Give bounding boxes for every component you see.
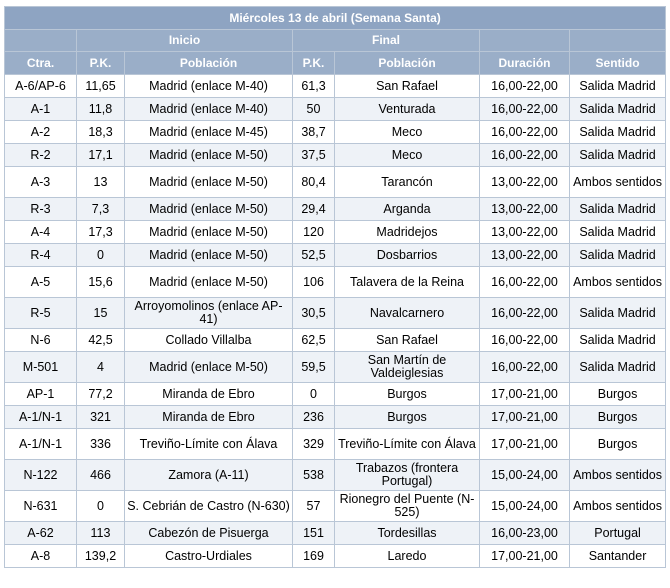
cell-pk-inicio: 77,2 — [77, 383, 125, 406]
col-ctra: Ctra. — [5, 52, 77, 75]
cell-poblacion-inicio: Madrid (enlace M-40) — [125, 98, 293, 121]
cell-poblacion-final: Treviño-Límite con Álava — [335, 429, 480, 460]
cell-ctra: A-1/N-1 — [5, 406, 77, 429]
cell-pk-final: 38,7 — [293, 121, 335, 144]
cell-ctra: A-5 — [5, 267, 77, 298]
cell-duracion: 16,00-22,00 — [480, 352, 570, 383]
cell-duracion: 16,00-22,00 — [480, 144, 570, 167]
cell-pk-final: 329 — [293, 429, 335, 460]
cell-pk-final: 236 — [293, 406, 335, 429]
cell-poblacion-final: Meco — [335, 144, 480, 167]
cell-poblacion-inicio: Madrid (enlace M-50) — [125, 198, 293, 221]
group-empty-duracion — [480, 30, 570, 52]
cell-pk-inicio: 17,3 — [77, 221, 125, 244]
cell-sentido: Burgos — [570, 406, 666, 429]
cell-duracion: 16,00-23,00 — [480, 522, 570, 545]
table-row — [5, 144, 666, 167]
cell-sentido: Portugal — [570, 522, 666, 545]
cell-poblacion-inicio: Madrid (enlace M-50) — [125, 267, 293, 298]
cell-sentido: Santander — [570, 545, 666, 568]
cell-poblacion-inicio: S. Cebrián de Castro (N-630) — [125, 491, 293, 522]
cell-ctra: R-2 — [5, 144, 77, 167]
table-row — [5, 545, 666, 568]
cell-pk-inicio: 17,1 — [77, 144, 125, 167]
cell-poblacion-final: Laredo — [335, 545, 480, 568]
cell-sentido: Salida Madrid — [570, 198, 666, 221]
cell-duracion: 13,00-22,00 — [480, 167, 570, 198]
cell-ctra: A-6/AP-6 — [5, 75, 77, 98]
cell-duracion: 13,00-22,00 — [480, 244, 570, 267]
table-row — [5, 329, 666, 352]
cell-poblacion-final: Madridejos — [335, 221, 480, 244]
cell-sentido: Ambos sentidos — [570, 460, 666, 491]
cell-poblacion-inicio: Madrid (enlace M-50) — [125, 352, 293, 383]
table-row — [5, 406, 666, 429]
cell-pk-final: 80,4 — [293, 167, 335, 198]
cell-ctra: A-1 — [5, 98, 77, 121]
cell-duracion: 16,00-22,00 — [480, 298, 570, 329]
col-pk-inicio: P.K. — [77, 52, 125, 75]
cell-duracion: 13,00-22,00 — [480, 198, 570, 221]
cell-sentido: Salida Madrid — [570, 329, 666, 352]
cell-pk-final: 0 — [293, 383, 335, 406]
cell-poblacion-inicio: Cabezón de Pisuerga — [125, 522, 293, 545]
cell-ctra: R-3 — [5, 198, 77, 221]
cell-pk-inicio: 0 — [77, 244, 125, 267]
cell-poblacion-final: Tarancón — [335, 167, 480, 198]
cell-ctra: AP-1 — [5, 383, 77, 406]
cell-pk-final: 37,5 — [293, 144, 335, 167]
cell-poblacion-final: Rionegro del Puente (N-525) — [335, 491, 480, 522]
restrictions-table — [4, 6, 666, 568]
cell-pk-final: 62,5 — [293, 329, 335, 352]
cell-duracion: 17,00-21,00 — [480, 383, 570, 406]
cell-poblacion-inicio: Castro-Urdiales — [125, 545, 293, 568]
table-row — [5, 198, 666, 221]
cell-duracion: 16,00-22,00 — [480, 267, 570, 298]
cell-pk-inicio: 18,3 — [77, 121, 125, 144]
cell-sentido: Salida Madrid — [570, 244, 666, 267]
cell-poblacion-inicio: Miranda de Ebro — [125, 406, 293, 429]
cell-poblacion-final: Trabazos (frontera Portugal) — [335, 460, 480, 491]
cell-sentido: Burgos — [570, 383, 666, 406]
table-body — [5, 75, 666, 568]
cell-poblacion-inicio: Madrid (enlace M-50) — [125, 244, 293, 267]
cell-pk-final: 50 — [293, 98, 335, 121]
cell-poblacion-final: Meco — [335, 121, 480, 144]
cell-sentido: Ambos sentidos — [570, 491, 666, 522]
table-row — [5, 167, 666, 198]
cell-pk-inicio: 15,6 — [77, 267, 125, 298]
table-row — [5, 98, 666, 121]
table-row — [5, 352, 666, 383]
table-row — [5, 522, 666, 545]
cell-poblacion-inicio: Collado Villalba — [125, 329, 293, 352]
cell-pk-final: 169 — [293, 545, 335, 568]
cell-pk-final: 30,5 — [293, 298, 335, 329]
cell-ctra: M-501 — [5, 352, 77, 383]
cell-duracion: 13,00-22,00 — [480, 221, 570, 244]
cell-pk-final: 59,5 — [293, 352, 335, 383]
cell-sentido: Salida Madrid — [570, 221, 666, 244]
cell-ctra: R-5 — [5, 298, 77, 329]
cell-pk-inicio: 4 — [77, 352, 125, 383]
cell-pk-final: 61,3 — [293, 75, 335, 98]
cell-pk-final: 29,4 — [293, 198, 335, 221]
cell-pk-final: 120 — [293, 221, 335, 244]
cell-duracion: 16,00-22,00 — [480, 329, 570, 352]
cell-pk-final: 106 — [293, 267, 335, 298]
cell-poblacion-inicio: Arroyomolinos (enlace AP-41) — [125, 298, 293, 329]
cell-poblacion-inicio: Treviño-Límite con Álava — [125, 429, 293, 460]
group-final: Final — [293, 30, 480, 52]
cell-poblacion-inicio: Madrid (enlace M-40) — [125, 75, 293, 98]
cell-pk-inicio: 113 — [77, 522, 125, 545]
cell-pk-final: 57 — [293, 491, 335, 522]
cell-duracion: 16,00-22,00 — [480, 98, 570, 121]
cell-sentido: Burgos — [570, 429, 666, 460]
cell-sentido: Salida Madrid — [570, 121, 666, 144]
cell-poblacion-inicio: Madrid (enlace M-50) — [125, 221, 293, 244]
cell-sentido: Salida Madrid — [570, 298, 666, 329]
table-title: Miércoles 13 de abril (Semana Santa) — [5, 7, 666, 30]
cell-poblacion-inicio: Madrid (enlace M-45) — [125, 121, 293, 144]
cell-poblacion-final: Arganda — [335, 198, 480, 221]
cell-sentido: Ambos sentidos — [570, 167, 666, 198]
cell-duracion: 15,00-24,00 — [480, 460, 570, 491]
cell-sentido: Salida Madrid — [570, 144, 666, 167]
cell-pk-inicio: 321 — [77, 406, 125, 429]
cell-sentido: Salida Madrid — [570, 98, 666, 121]
cell-poblacion-inicio: Madrid (enlace M-50) — [125, 167, 293, 198]
group-inicio: Inicio — [77, 30, 293, 52]
cell-ctra: A-8 — [5, 545, 77, 568]
table-row — [5, 244, 666, 267]
cell-duracion: 17,00-21,00 — [480, 429, 570, 460]
cell-pk-final: 52,5 — [293, 244, 335, 267]
table-row — [5, 298, 666, 329]
cell-duracion: 15,00-24,00 — [480, 491, 570, 522]
cell-sentido: Ambos sentidos — [570, 267, 666, 298]
cell-poblacion-final: Tordesillas — [335, 522, 480, 545]
cell-ctra: N-6 — [5, 329, 77, 352]
cell-pk-final: 538 — [293, 460, 335, 491]
cell-duracion: 16,00-22,00 — [480, 121, 570, 144]
col-pk-final: P.K. — [293, 52, 335, 75]
restrictions-table-container — [4, 6, 665, 568]
cell-poblacion-final: Dosbarrios — [335, 244, 480, 267]
group-empty-sentido — [570, 30, 666, 52]
table-row — [5, 75, 666, 98]
cell-pk-inicio: 0 — [77, 491, 125, 522]
cell-ctra: A-4 — [5, 221, 77, 244]
table-row — [5, 383, 666, 406]
col-sentido: Sentido — [570, 52, 666, 75]
cell-pk-inicio: 7,3 — [77, 198, 125, 221]
cell-poblacion-final: San Rafael — [335, 329, 480, 352]
cell-ctra: N-122 — [5, 460, 77, 491]
col-duracion: Duración — [480, 52, 570, 75]
cell-poblacion-final: Venturada — [335, 98, 480, 121]
table-row — [5, 221, 666, 244]
table-row — [5, 121, 666, 144]
cell-pk-inicio: 11,8 — [77, 98, 125, 121]
cell-sentido: Salida Madrid — [570, 75, 666, 98]
cell-poblacion-inicio: Zamora (A-11) — [125, 460, 293, 491]
cell-poblacion-final: Burgos — [335, 406, 480, 429]
cell-ctra: A-1/N-1 — [5, 429, 77, 460]
cell-pk-inicio: 336 — [77, 429, 125, 460]
cell-poblacion-final: San Rafael — [335, 75, 480, 98]
cell-ctra: A-3 — [5, 167, 77, 198]
table-row — [5, 267, 666, 298]
cell-poblacion-final: Navalcarnero — [335, 298, 480, 329]
group-empty-ctra — [5, 30, 77, 52]
col-poblacion-final: Población — [335, 52, 480, 75]
cell-pk-inicio: 15 — [77, 298, 125, 329]
cell-poblacion-inicio: Miranda de Ebro — [125, 383, 293, 406]
cell-pk-inicio: 466 — [77, 460, 125, 491]
table-row — [5, 429, 666, 460]
cell-poblacion-final: San Martín de Valdeiglesias — [335, 352, 480, 383]
col-poblacion-inicio: Población — [125, 52, 293, 75]
cell-pk-inicio: 13 — [77, 167, 125, 198]
table-row — [5, 491, 666, 522]
cell-poblacion-final: Talavera de la Reina — [335, 267, 480, 298]
cell-ctra: A-2 — [5, 121, 77, 144]
cell-duracion: 17,00-21,00 — [480, 406, 570, 429]
cell-ctra: N-631 — [5, 491, 77, 522]
cell-pk-inicio: 139,2 — [77, 545, 125, 568]
cell-pk-inicio: 42,5 — [77, 329, 125, 352]
cell-pk-inicio: 11,65 — [77, 75, 125, 98]
cell-sentido: Salida Madrid — [570, 352, 666, 383]
cell-ctra: R-4 — [5, 244, 77, 267]
cell-poblacion-inicio: Madrid (enlace M-50) — [125, 144, 293, 167]
cell-duracion: 16,00-22,00 — [480, 75, 570, 98]
cell-ctra: A-62 — [5, 522, 77, 545]
cell-pk-final: 151 — [293, 522, 335, 545]
cell-poblacion-final: Burgos — [335, 383, 480, 406]
cell-duracion: 17,00-21,00 — [480, 545, 570, 568]
table-row — [5, 460, 666, 491]
